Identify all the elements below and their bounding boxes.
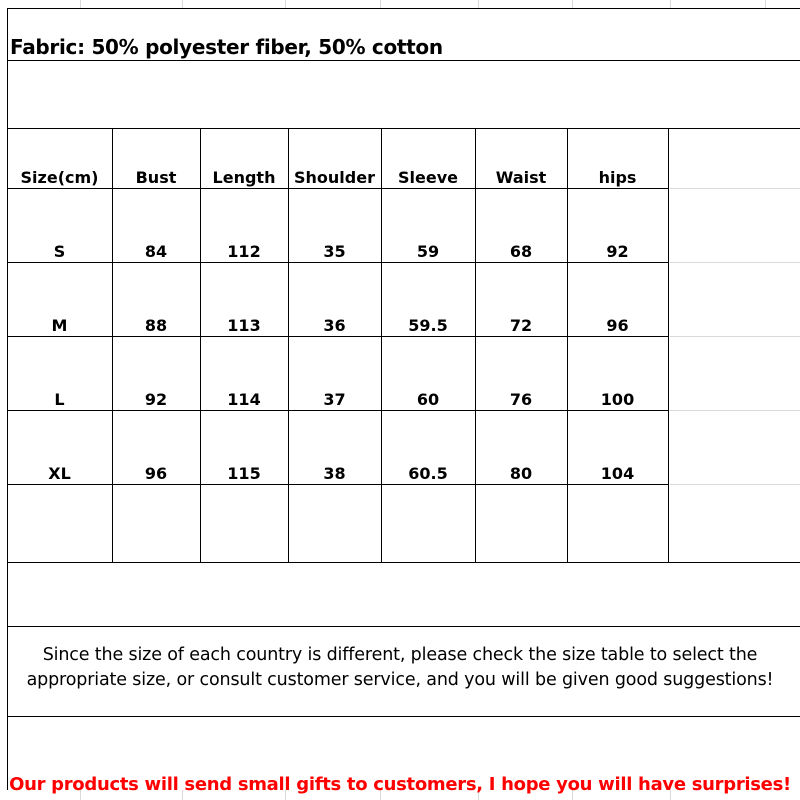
waist-value: 68 [509,242,533,261]
size-label: L [54,390,65,409]
sleeve-value: 60.5 [408,464,448,483]
size-label: M [51,316,68,335]
hips-value: 92 [606,242,629,261]
header-size: Size(cm) [20,168,99,187]
header-bust: Bust [135,168,177,187]
bust-value: 88 [144,316,168,335]
hips-value: 104 [600,464,635,483]
shoulder-value: 36 [323,316,346,335]
waist-value: 80 [509,464,533,483]
size-label: S [53,242,66,261]
fabric-title: Fabric: 50% polyester fiber, 50% cotton [10,35,443,59]
shoulder-value: 35 [323,242,346,261]
gift-promo-text: Our products will send small gifts to customers, I hope you will have surprises! [9,774,791,795]
hips-value: 96 [606,316,629,335]
bust-value: 92 [144,390,168,409]
bust-value: 84 [144,242,168,261]
header-length: Length [212,168,276,187]
hips-value: 100 [600,390,635,409]
length-value: 114 [227,390,261,409]
waist-value: 72 [509,316,533,335]
length-value: 115 [227,464,261,483]
sleeve-value: 59 [416,242,440,261]
length-value: 113 [227,316,261,335]
header-waist: Waist [495,168,547,187]
header-hips: hips [598,168,637,187]
header-shoulder: Shoulder [294,168,375,187]
header-sleeve: Sleeve [398,168,458,187]
bust-value: 96 [144,464,168,483]
shoulder-value: 38 [323,464,346,483]
sleeve-value: 60 [416,390,440,409]
length-value: 112 [227,242,261,261]
sleeve-value: 59.5 [408,316,448,335]
shoulder-value: 37 [323,390,346,409]
waist-value: 76 [509,390,533,409]
size-advice-note: Since the size of each country is different, please check the size table to select the appropriate size, or consult customer service, and you will be given good suggestions! [26,645,774,690]
size-label: XL [48,464,71,483]
